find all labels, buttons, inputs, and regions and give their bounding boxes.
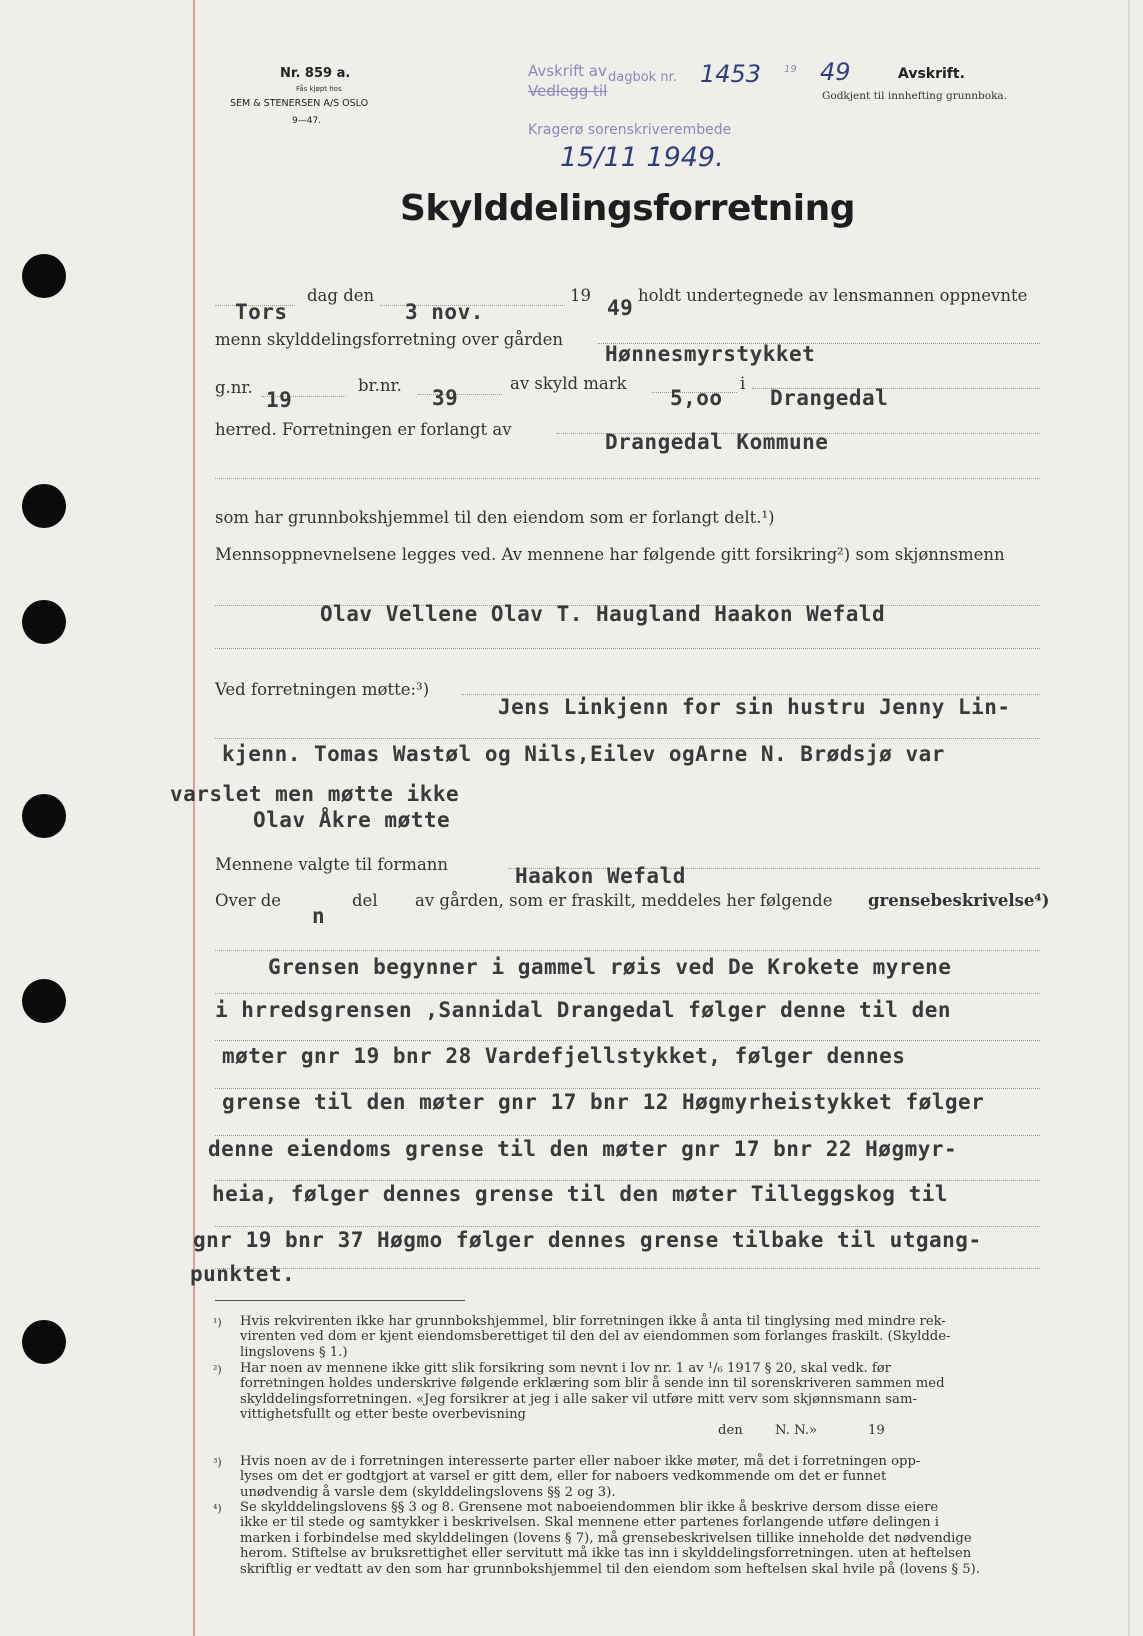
label-motte: Ved forretningen møtte:³)	[215, 680, 430, 699]
attendees-line-3: varslet men møtte ikke	[170, 782, 460, 806]
label-mennsoppnevnelsene: Mennsoppnevnelsene legges ved. Av mennene har følgende gitt forsikring²) som skjønnsmenn	[215, 545, 1005, 564]
boundary-line-4: grense til den møter gnr 17 bnr 12 Høgmyrheistykket følger	[222, 1090, 985, 1114]
stamp-line-2: Vedlegg til	[528, 82, 608, 100]
label-grunnbokshjemmel: som har grunnbokshjemmel til den eiendom som er forlangt delt.¹)	[215, 508, 775, 527]
punch-hole-icon	[22, 254, 66, 298]
margin-rule	[193, 0, 195, 1636]
attendees-line-4: Olav Åkre møtte	[253, 808, 451, 832]
label-formann: Mennene valgte til formann	[215, 855, 449, 874]
brnr-value: 39	[432, 386, 459, 410]
punch-hole-icon	[22, 600, 66, 644]
attendees-line-1: Jens Linkjenn for sin hustru Jenny Lin-	[498, 695, 1011, 719]
form-number: Nr. 859 a.	[280, 66, 351, 81]
document-title: Skylddelingsforretning	[400, 188, 856, 229]
footnote-mark-3: ³)	[213, 1456, 222, 1469]
form-date: 9—47.	[292, 116, 322, 126]
label-herred: herred. Forretningen er forlangt av	[215, 420, 512, 439]
approval-note: Godkjent til innhefting grunnboka.	[822, 90, 1008, 102]
gnr-value: 19	[266, 388, 293, 412]
herred-value: Drangedal	[770, 386, 889, 410]
punch-hole-icon	[22, 979, 66, 1023]
chairman-value: Haakon Wefald	[515, 864, 686, 888]
footnote-2: Har noen av mennene ikke gitt slik forsikring som nevnt i lov nr. 1 av ¹/₆ 1917 § 20, skal vedk. før forretningen holdes underskrive følgende erklæring som blir å sende inn til sorenskriveren sammen med skylddelingsforretningen. «Jeg forsikrer at jeg i alle saker vil utføre mitt verv som skjønnsmann sam- vittighetsfullt og etter beste overbevisning den 19 N. N.»	[240, 1361, 945, 1438]
label-i: i	[740, 374, 746, 393]
footnote-mark-1: ¹)	[213, 1316, 222, 1329]
label-fraskilt: av gården, som er fraskilt, meddeles her følgende	[415, 891, 833, 910]
boundary-line-1: Grensen begynner i gammel røis ved De Krokete myrene	[268, 955, 952, 979]
label-holdt: holdt undertegnede av lensmannen oppnevnte	[638, 286, 1028, 305]
boundary-line-5: denne eiendoms grense til den møter gnr 17 bnr 22 Høgmyr-	[208, 1137, 958, 1161]
right-edge-rule	[1128, 0, 1130, 1636]
label-del: del	[352, 891, 378, 910]
date-value: 3 nov.	[405, 300, 484, 324]
stamp-handwritten-date: 15/11 1949.	[560, 142, 724, 173]
form-available-at: Fås kjøpt hos	[296, 85, 342, 93]
boundary-line-8: punktet.	[190, 1262, 296, 1286]
boundary-line-6: heia, følger dennes grense til den møter Tilleggskog til	[212, 1182, 949, 1206]
punch-hole-icon	[22, 1320, 66, 1364]
boundary-line-3: møter gnr 19 bnr 28 Vardefjellstykket, følger dennes	[222, 1044, 906, 1068]
stamp-dagbok-label: dagbok nr.	[608, 70, 677, 85]
footnote-4: Se skylddelingslovens §§ 3 og 8. Grensene mot naboeiendommen blir ikke å beskrive dersom disse eiere ikke er til stede og samtykker i beskrivelsen. Skal mennene etter partenes forlangende utføre delingen i marken i forbindelse med skylddelingen (lovens § 7), må grensebeskrivelsen tillike inneholde det nødvendige herom. Stiftelse av bruksrettighet eller servitutt må ikke tas inn i skylddelingsforretningen. uten at heftelsen skriftlig er vedtatt av den som har grunnbokshjemmel til den eiendom som heftelsen skal hvile på (lovens § 5).	[240, 1500, 980, 1577]
avskrift-label: Avskrift.	[898, 66, 965, 82]
label-grensebeskrivelse: grensebeskrivelse⁴)	[868, 891, 1050, 910]
appraisers-value: Olav Vellene Olav T. Haugland Haakon Wefald	[320, 602, 886, 626]
requested-by-value: Drangedal Kommune	[605, 430, 829, 454]
year-value: 49	[607, 296, 634, 320]
form-publisher: SEM & STENERSEN A/S OSLO	[230, 98, 369, 109]
footnote-divider	[215, 1300, 465, 1301]
farm-name-value: Hønnesmyrstykket	[605, 342, 816, 366]
stamp-office: Kragerø sorenskriverembede	[528, 122, 732, 138]
label-year-prefix: 19	[570, 286, 591, 305]
attendees-line-2: kjenn. Tomas Wastøl og Nils,Eilev ogArne N. Brødsjø var	[222, 742, 945, 766]
dagbok-year: 49	[820, 58, 851, 86]
label-menn: menn skylddelingsforretning over gården	[215, 330, 564, 349]
day-value: Tors	[235, 300, 288, 324]
stamp-separator: 19	[784, 64, 797, 75]
footnote-mark-4: ⁴)	[213, 1502, 222, 1515]
label-skyld-mark: av skyld mark	[510, 374, 627, 393]
stamp-line-1: Avskrift av	[528, 62, 607, 80]
dagbok-number: 1453	[700, 60, 762, 88]
label-brnr: br.nr.	[358, 376, 402, 395]
boundary-line-7: gnr 19 bnr 37 Høgmo følger dennes grense tilbake til utgang-	[193, 1228, 982, 1252]
footnote-mark-2: ²)	[213, 1363, 222, 1376]
footnote-3: Hvis noen av de i forretningen interesserte parter eller naboer ikke møter, må det i forretningen opp- lyses om det er godtgjort at varsel er gitt dem, eller for naboers vedkommende om det er funnet unødvendig å varsle dem (skylddelingslovens §§ 2 og 3).	[240, 1454, 921, 1500]
punch-hole-icon	[22, 794, 66, 838]
skyld-value: 5,oo	[670, 386, 723, 410]
footnote-1: Hvis rekvirenten ikke har grunnbokshjemmel, blir forretningen ikke å anta til tinglysing med mindre rek- virenten ved dom er kjent eiendomsberettiget til den del av eiendommen som forlanges fraskilt. (Skyldde- lingslovens § 1.)	[240, 1314, 951, 1360]
label-over-de: Over de	[215, 891, 282, 910]
part-value: n	[312, 904, 326, 928]
label-gnr: g.nr.	[215, 378, 253, 397]
boundary-line-2: i hrredsgrensen ,Sannidal Drangedal følger denne til den	[215, 998, 952, 1022]
label-dag-den: dag den	[307, 286, 375, 305]
punch-hole-icon	[22, 484, 66, 528]
